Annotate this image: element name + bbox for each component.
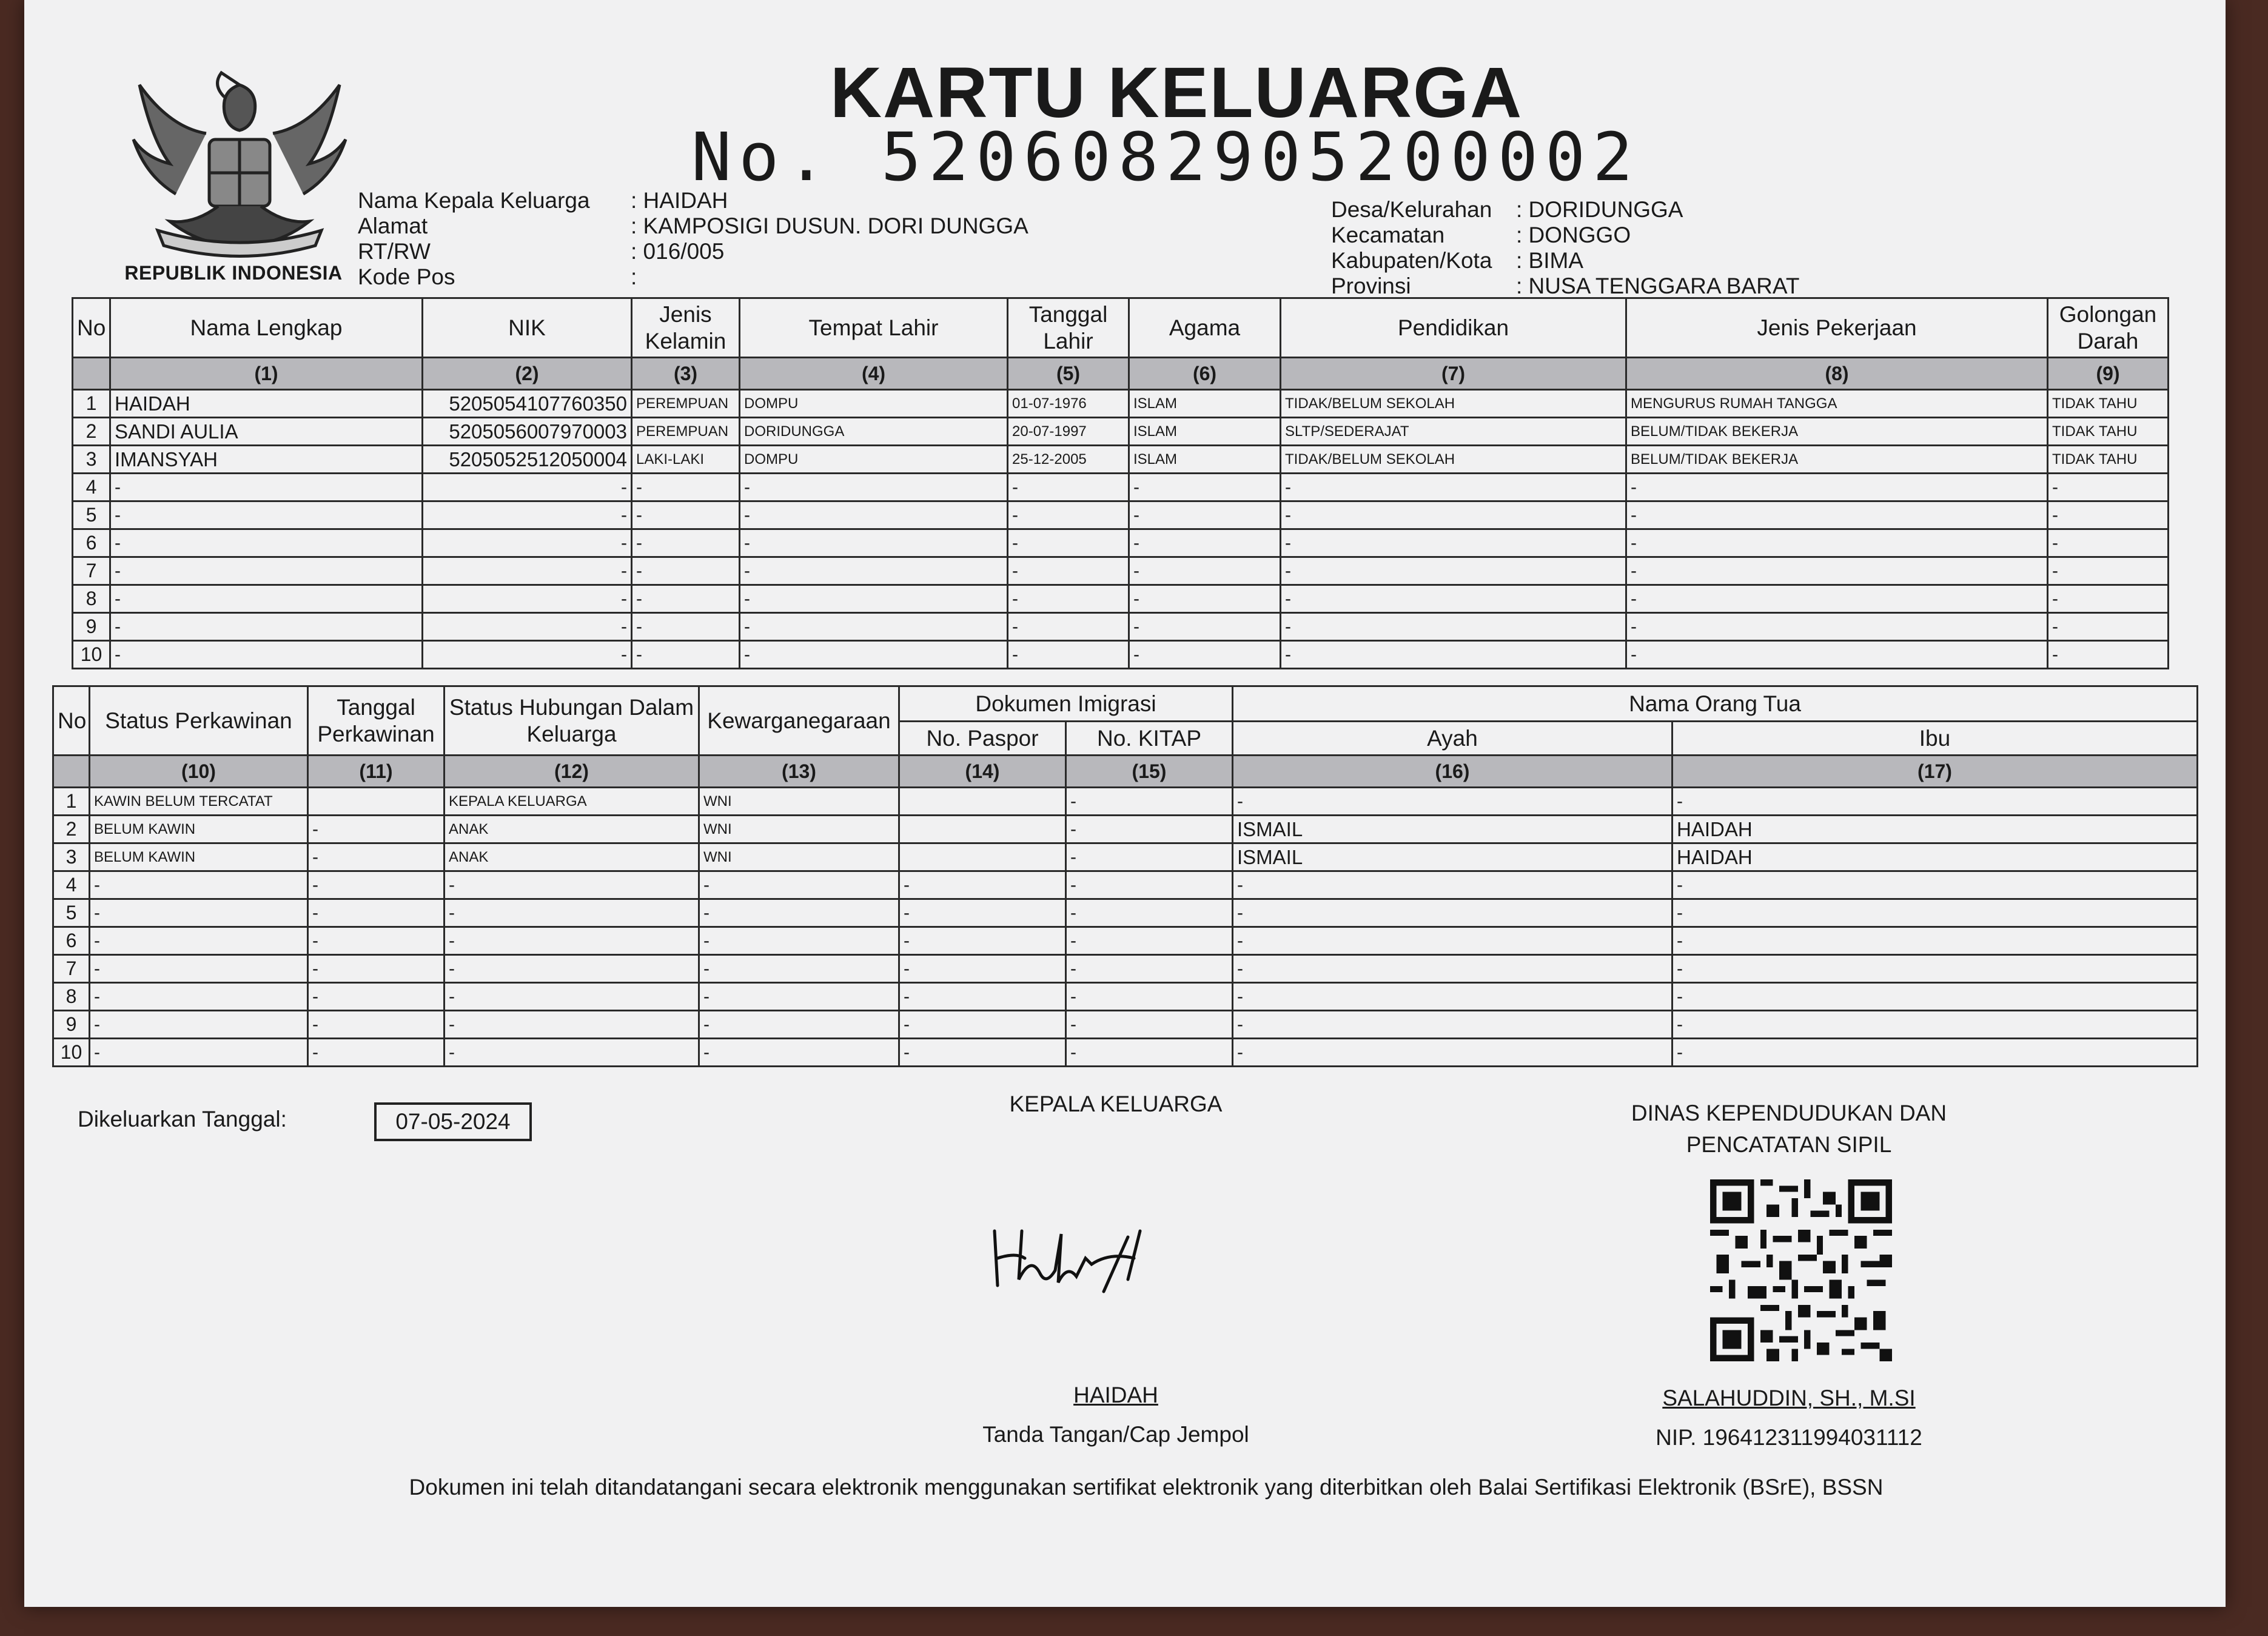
table-cell: ISMAIL xyxy=(1233,816,1672,843)
table-cell: - xyxy=(308,871,445,899)
table-row xyxy=(53,955,2198,983)
table-cell: - xyxy=(1281,613,1626,641)
table-cell: DOMPU xyxy=(740,390,1008,418)
table-cell: HAIDAH xyxy=(1672,843,2198,871)
info-label: Provinsi xyxy=(1331,273,1411,298)
table-cell: DOMPU xyxy=(740,446,1008,474)
header-pendidikan: Pendidikan xyxy=(1281,298,1626,358)
table-cell: WNI xyxy=(699,843,899,871)
table-cell: 6 xyxy=(73,529,110,557)
table-cell: - xyxy=(110,501,423,529)
index-cell: (2) xyxy=(423,358,632,390)
table-cell: - xyxy=(308,816,445,843)
table-cell: - xyxy=(1626,585,2048,613)
index-cell: (14) xyxy=(899,756,1066,788)
index-cell: (7) xyxy=(1281,358,1626,390)
table-row xyxy=(73,390,2169,418)
table-cell: - xyxy=(1626,641,2048,669)
table-cell: - xyxy=(445,1011,699,1039)
table-cell: KAWIN BELUM TERCATAT xyxy=(90,788,308,816)
header-tempat-lahir: Tempat Lahir xyxy=(740,298,1008,358)
table-cell: - xyxy=(1672,899,2198,927)
info-label: Desa/Kelurahan xyxy=(1331,197,1492,222)
table-cell: SLTP/SEDERAJAT xyxy=(1281,418,1626,446)
table-cell: 5205056007970003 xyxy=(423,418,632,446)
table-cell: - xyxy=(423,613,632,641)
table-cell: - xyxy=(1129,474,1281,501)
table-cell: - xyxy=(1066,927,1233,955)
agency-name xyxy=(1558,1098,2019,1161)
table-cell: - xyxy=(1626,501,2048,529)
info-label: Kabupaten/Kota xyxy=(1331,248,1492,273)
table-cell: - xyxy=(445,899,699,927)
table-cell: - xyxy=(1281,585,1626,613)
info-value: : NUSA TENGGARA BARAT xyxy=(1516,273,1800,298)
table-cell: - xyxy=(2048,641,2169,669)
index-cell: (4) xyxy=(740,358,1008,390)
table-cell: - xyxy=(1066,1011,1233,1039)
table-cell: - xyxy=(423,474,632,501)
table-cell: - xyxy=(445,1039,699,1067)
table-row xyxy=(53,1011,2198,1039)
agency-line: PENCATATAN SIPIL xyxy=(1686,1132,1892,1157)
table-cell: TIDAK/BELUM SEKOLAH xyxy=(1281,390,1626,418)
table-cell: - xyxy=(1066,788,1233,816)
index-cell: (9) xyxy=(2048,358,2169,390)
table-cell: - xyxy=(308,983,445,1011)
index-cell: (8) xyxy=(1626,358,2048,390)
table-cell: 3 xyxy=(53,843,90,871)
table-cell: - xyxy=(2048,529,2169,557)
header-dokumen-imigrasi: Dokumen Imigrasi xyxy=(899,686,1233,722)
table-cell: - xyxy=(1233,871,1672,899)
table-cell: 2 xyxy=(73,418,110,446)
table-cell: - xyxy=(110,641,423,669)
table-cell: 01-07-1976 xyxy=(1008,390,1129,418)
table-cell: 7 xyxy=(73,557,110,585)
official-name-text: SALAHUDDIN, SH., M.SI xyxy=(1662,1386,1916,1410)
table-cell: 8 xyxy=(53,983,90,1011)
header-status-hubungan: Status Hubungan Dalam Keluarga xyxy=(445,686,699,756)
table-cell: IMANSYAH xyxy=(110,446,423,474)
signature-icon xyxy=(988,1207,1176,1298)
table-cell: DORIDUNGGA xyxy=(740,418,1008,446)
table-cell: - xyxy=(308,927,445,955)
header-no-paspor: No. Paspor xyxy=(899,722,1066,756)
table-cell: - xyxy=(90,899,308,927)
qr-code-icon xyxy=(1710,1179,1892,1361)
table-cell: - xyxy=(1066,899,1233,927)
table-cell: - xyxy=(1233,955,1672,983)
table-cell: HAIDAH xyxy=(1672,816,2198,843)
table-row xyxy=(73,641,2169,669)
table-row xyxy=(73,501,2169,529)
table-cell: ISLAM xyxy=(1129,390,1281,418)
table-cell: - xyxy=(308,843,445,871)
head-of-family-name-text: HAIDAH xyxy=(1073,1383,1158,1407)
table-cell: BELUM/TIDAK BEKERJA xyxy=(1626,418,2048,446)
table-cell: - xyxy=(445,983,699,1011)
table-cell: - xyxy=(423,529,632,557)
table-cell: - xyxy=(1233,1039,1672,1067)
table-cell: - xyxy=(699,871,899,899)
info-right xyxy=(1331,197,1799,299)
table-cell: - xyxy=(110,613,423,641)
garuda-emblem-icon xyxy=(121,61,358,267)
table-cell: - xyxy=(632,557,740,585)
status-table xyxy=(52,685,2198,1067)
table-cell: 2 xyxy=(53,816,90,843)
table-row xyxy=(53,843,2198,871)
table-cell: 8 xyxy=(73,585,110,613)
table-cell: - xyxy=(1008,613,1129,641)
table-cell: WNI xyxy=(699,816,899,843)
table-cell: ISLAM xyxy=(1129,418,1281,446)
table-row xyxy=(73,557,2169,585)
table-cell: - xyxy=(1233,899,1672,927)
table-cell: - xyxy=(899,983,1066,1011)
table-row xyxy=(53,1039,2198,1067)
table-cell: - xyxy=(308,1039,445,1067)
table-cell xyxy=(899,788,1066,816)
table-cell: - xyxy=(1626,557,2048,585)
header-no: No xyxy=(73,298,110,358)
info-label: Nama Kepala Keluarga xyxy=(358,188,590,213)
table-cell: - xyxy=(1281,474,1626,501)
header-no: No xyxy=(53,686,90,756)
table-cell: BELUM KAWIN xyxy=(90,843,308,871)
table-cell: - xyxy=(1233,983,1672,1011)
table-cell: - xyxy=(632,529,740,557)
table-cell: - xyxy=(632,585,740,613)
table-cell: - xyxy=(1672,788,2198,816)
signature-caption: Tanda Tangan/Cap Jempol xyxy=(982,1422,1249,1447)
table-cell xyxy=(899,816,1066,843)
table-cell: - xyxy=(699,1011,899,1039)
table-cell: - xyxy=(1129,529,1281,557)
table-cell: - xyxy=(90,1011,308,1039)
table-cell: - xyxy=(1672,983,2198,1011)
table-row xyxy=(53,899,2198,927)
table-cell: 4 xyxy=(73,474,110,501)
table-cell: - xyxy=(899,1039,1066,1067)
header-nik: NIK xyxy=(423,298,632,358)
table-cell: 10 xyxy=(53,1039,90,1067)
table-cell: - xyxy=(899,955,1066,983)
table-cell: - xyxy=(1066,955,1233,983)
table-cell: TIDAK/BELUM SEKOLAH xyxy=(1281,446,1626,474)
table-cell: - xyxy=(740,585,1008,613)
table-row xyxy=(73,585,2169,613)
emblem-label: REPUBLIK INDONESIA xyxy=(124,262,343,284)
table-cell: 10 xyxy=(73,641,110,669)
table-cell: - xyxy=(1066,843,1233,871)
table-cell: PEREMPUAN xyxy=(632,418,740,446)
header-nama: Nama Lengkap xyxy=(110,298,423,358)
table-cell: 5205054107760350 xyxy=(423,390,632,418)
table-cell: - xyxy=(90,871,308,899)
table-cell: - xyxy=(1129,585,1281,613)
table-cell: - xyxy=(423,501,632,529)
info-label: RT/RW xyxy=(358,239,431,264)
table-row xyxy=(53,788,2198,816)
table-cell: - xyxy=(632,613,740,641)
table-cell xyxy=(899,843,1066,871)
table-cell: - xyxy=(90,1039,308,1067)
header-kewarganegaraan: Kewarganegaraan xyxy=(699,686,899,756)
table-cell: 5205052512050004 xyxy=(423,446,632,474)
table-cell: - xyxy=(2048,557,2169,585)
header-status-perkawinan: Status Perkawinan xyxy=(90,686,308,756)
head-of-family-name xyxy=(904,1383,1328,1408)
index-cell: (10) xyxy=(90,756,308,788)
table-cell: - xyxy=(1626,613,2048,641)
header-agama: Agama xyxy=(1129,298,1281,358)
table-cell: - xyxy=(1672,1011,2198,1039)
info-value: : DORIDUNGGA xyxy=(1516,197,1683,222)
table-cell: KEPALA KELUARGA xyxy=(445,788,699,816)
table-cell: - xyxy=(1672,1039,2198,1067)
table-cell: TIDAK TAHU xyxy=(2048,390,2169,418)
table-cell: - xyxy=(1008,641,1129,669)
table-cell: - xyxy=(2048,501,2169,529)
card-number: No. 5206082905200002 xyxy=(691,118,1640,196)
info-label: Alamat xyxy=(358,213,428,238)
table-cell: - xyxy=(423,641,632,669)
index-cell: (11) xyxy=(308,756,445,788)
info-left xyxy=(358,188,1028,290)
table-cell: - xyxy=(1233,1011,1672,1039)
table-cell: - xyxy=(1672,927,2198,955)
table-cell: - xyxy=(308,1011,445,1039)
table-cell: 4 xyxy=(53,871,90,899)
table-cell: - xyxy=(110,474,423,501)
table-cell: 7 xyxy=(53,955,90,983)
index-cell: (17) xyxy=(1672,756,2198,788)
info-value: : DONGGO xyxy=(1516,223,1631,247)
table-cell: TIDAK TAHU xyxy=(2048,446,2169,474)
document-title: KARTU KELUARGA xyxy=(830,53,1523,133)
info-value: : HAIDAH xyxy=(631,188,728,213)
table-cell: - xyxy=(740,613,1008,641)
table-cell: - xyxy=(1281,641,1626,669)
table-cell: - xyxy=(445,871,699,899)
official-name xyxy=(1558,1386,2019,1411)
table-cell: ANAK xyxy=(445,843,699,871)
table-row xyxy=(53,927,2198,955)
table-cell: - xyxy=(740,501,1008,529)
table-cell: - xyxy=(110,585,423,613)
table-cell: - xyxy=(1008,585,1129,613)
header-no-kitap: No. KITAP xyxy=(1066,722,1233,756)
table-cell: HAIDAH xyxy=(110,390,423,418)
table-cell: - xyxy=(2048,585,2169,613)
table-cell: - xyxy=(699,899,899,927)
info-value: : xyxy=(631,264,637,289)
table-cell: - xyxy=(899,871,1066,899)
info-label: Kecamatan xyxy=(1331,223,1445,247)
table-row xyxy=(53,816,2198,843)
table-cell: - xyxy=(90,927,308,955)
table-cell: - xyxy=(632,501,740,529)
index-cell xyxy=(53,756,90,788)
table-cell: - xyxy=(110,529,423,557)
table-cell: - xyxy=(308,955,445,983)
table-cell: BELUM KAWIN xyxy=(90,816,308,843)
table-cell: LAKI-LAKI xyxy=(632,446,740,474)
table-cell: - xyxy=(1008,529,1129,557)
index-cell: (16) xyxy=(1233,756,1672,788)
info-value: : 016/005 xyxy=(631,239,725,264)
table-cell: SANDI AULIA xyxy=(110,418,423,446)
table-cell: - xyxy=(1281,529,1626,557)
table-cell: - xyxy=(1626,474,2048,501)
index-cell: (3) xyxy=(632,358,740,390)
table-cell: - xyxy=(1129,641,1281,669)
table-row xyxy=(73,418,2169,446)
table-cell: 20-07-1997 xyxy=(1008,418,1129,446)
table-cell: - xyxy=(699,983,899,1011)
header-ibu: Ibu xyxy=(1672,722,2198,756)
table-row xyxy=(73,446,2169,474)
issued-label: Dikeluarkan Tanggal: xyxy=(78,1107,287,1131)
index-cell: (13) xyxy=(699,756,899,788)
table-cell: 3 xyxy=(73,446,110,474)
table-cell: ISLAM xyxy=(1129,446,1281,474)
header-nama-orang-tua: Nama Orang Tua xyxy=(1233,686,2198,722)
info-value: : BIMA xyxy=(1516,248,1584,273)
table-cell: 6 xyxy=(53,927,90,955)
table-cell: PEREMPUAN xyxy=(632,390,740,418)
table-cell: - xyxy=(1066,816,1233,843)
table-cell: - xyxy=(699,1039,899,1067)
table-cell: - xyxy=(740,641,1008,669)
table-cell: 5 xyxy=(73,501,110,529)
table-cell: - xyxy=(445,927,699,955)
issued-date: 07-05-2024 xyxy=(374,1102,532,1141)
disclaimer: Dokumen ini telah ditandatangani secara elektronik menggunakan sertifikat elektronik yang diterbitkan oleh Balai Sertifikasi Elektronik (BSrE), BSSN xyxy=(409,1475,1884,1500)
table-cell: - xyxy=(1281,501,1626,529)
table-cell: - xyxy=(1066,871,1233,899)
table-cell: 9 xyxy=(73,613,110,641)
table-row xyxy=(73,529,2169,557)
table-cell: ANAK xyxy=(445,816,699,843)
agency-line: DINAS KEPENDUDUKAN DAN xyxy=(1631,1101,1947,1125)
index-cell: (5) xyxy=(1008,358,1129,390)
table-cell: - xyxy=(1008,501,1129,529)
table-cell: - xyxy=(1129,501,1281,529)
table-cell: - xyxy=(423,585,632,613)
table-cell: TIDAK TAHU xyxy=(2048,418,2169,446)
table-cell: - xyxy=(1233,927,1672,955)
table-cell xyxy=(308,788,445,816)
table-row xyxy=(53,983,2198,1011)
table-cell: 9 xyxy=(53,1011,90,1039)
index-cell: (12) xyxy=(445,756,699,788)
header-jenis-kelamin: Jenis Kelamin xyxy=(632,298,740,358)
table-cell: - xyxy=(699,927,899,955)
table-cell: - xyxy=(90,955,308,983)
table-cell: ISMAIL xyxy=(1233,843,1672,871)
table-cell: - xyxy=(1672,871,2198,899)
table-cell: - xyxy=(445,955,699,983)
head-of-family-label: KEPALA KELUARGA xyxy=(1009,1091,1223,1116)
header-pekerjaan: Jenis Pekerjaan xyxy=(1626,298,2048,358)
members-table xyxy=(72,297,2169,669)
table-row xyxy=(73,613,2169,641)
header-tanggal-perkawinan: Tanggal Perkawinan xyxy=(308,686,445,756)
header-golongan-darah: Golongan Darah xyxy=(2048,298,2169,358)
header-ayah: Ayah xyxy=(1233,722,1672,756)
table-cell: - xyxy=(899,899,1066,927)
table-cell: WNI xyxy=(699,788,899,816)
table-cell: BELUM/TIDAK BEKERJA xyxy=(1626,446,2048,474)
table-cell: 5 xyxy=(53,899,90,927)
table-cell: - xyxy=(110,557,423,585)
table-cell: - xyxy=(1129,613,1281,641)
table-cell: - xyxy=(2048,613,2169,641)
table-cell: - xyxy=(1066,983,1233,1011)
table-cell: - xyxy=(2048,474,2169,501)
table-cell: - xyxy=(1626,529,2048,557)
table-cell: MENGURUS RUMAH TANGGA xyxy=(1626,390,2048,418)
table-cell: - xyxy=(899,1011,1066,1039)
index-cell: (6) xyxy=(1129,358,1281,390)
index-cell: (15) xyxy=(1066,756,1233,788)
table-row xyxy=(73,474,2169,501)
header-tanggal-lahir: Tanggal Lahir xyxy=(1008,298,1129,358)
index-cell: (1) xyxy=(110,358,423,390)
table-row xyxy=(53,871,2198,899)
table-cell: - xyxy=(1008,557,1129,585)
table-cell: 1 xyxy=(73,390,110,418)
table-cell: - xyxy=(632,641,740,669)
table-cell: - xyxy=(1008,474,1129,501)
info-value: : KAMPOSIGI DUSUN. DORI DUNGGA xyxy=(631,213,1028,238)
table-cell: - xyxy=(699,955,899,983)
table-cell: - xyxy=(632,474,740,501)
table-cell: - xyxy=(740,529,1008,557)
table-cell: - xyxy=(740,557,1008,585)
table-cell: - xyxy=(1672,955,2198,983)
info-label: Kode Pos xyxy=(358,264,455,289)
table-cell: 1 xyxy=(53,788,90,816)
table-cell: - xyxy=(1066,1039,1233,1067)
table-cell: - xyxy=(423,557,632,585)
table-cell: 25-12-2005 xyxy=(1008,446,1129,474)
table-cell: - xyxy=(90,983,308,1011)
table-cell: - xyxy=(1129,557,1281,585)
index-cell xyxy=(73,358,110,390)
table-cell: - xyxy=(1281,557,1626,585)
table-cell: - xyxy=(1233,788,1672,816)
table-cell: - xyxy=(740,474,1008,501)
family-card-document xyxy=(24,0,2226,1607)
official-nip: NIP. 196412311994031112 xyxy=(1656,1425,1922,1450)
table-cell: - xyxy=(308,899,445,927)
table-cell: - xyxy=(899,927,1066,955)
